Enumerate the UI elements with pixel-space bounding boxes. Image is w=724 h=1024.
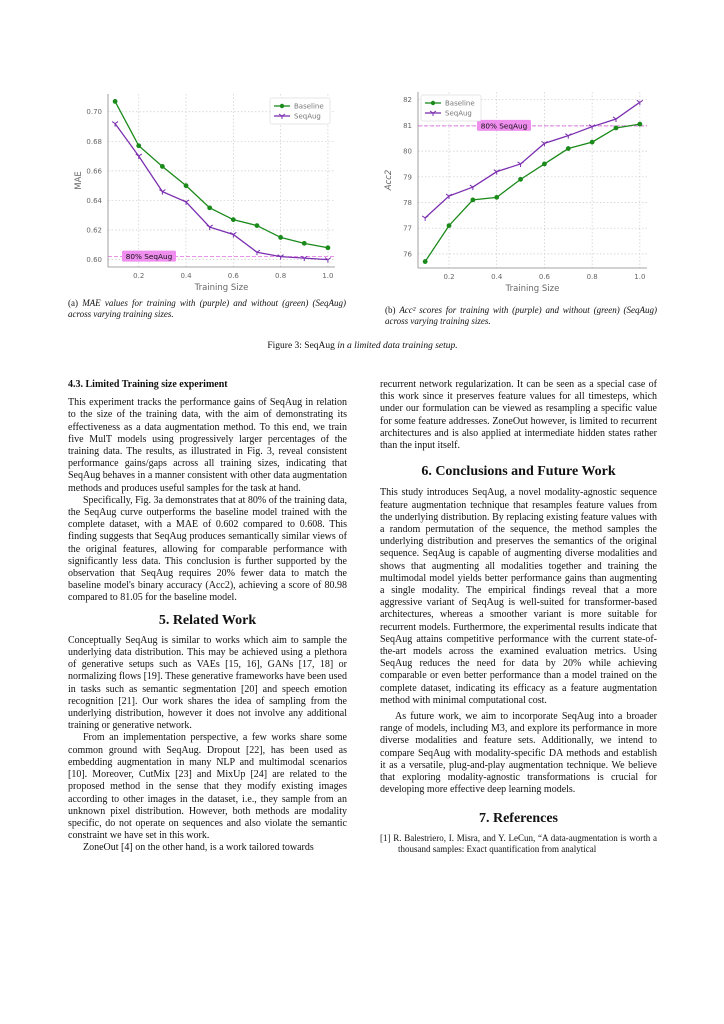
figure-caption: [68, 341, 657, 351]
x-tick-label: 1.0: [634, 273, 646, 281]
data-point: [136, 143, 141, 148]
data-point: [422, 216, 428, 221]
subcaption-b-label: (b): [385, 305, 396, 315]
subcaption-b: [385, 305, 657, 327]
right-column: [380, 379, 657, 855]
legend-label: Baseline: [294, 102, 324, 111]
y-tick-label: 77: [403, 224, 412, 233]
y-tick-label: 0.68: [86, 137, 102, 146]
data-point: [518, 177, 523, 182]
x-tick-label: 0.4: [180, 272, 192, 280]
subcaption-a-text: MAE values for training with (purple) and without (green) (SeqAug) across varying training sizes.: [68, 298, 346, 319]
paragraph: This study introduces SeqAug, a novel modality-agnostic sequence feature augmentation technique that resamples feature values from the underlying distribution. By replacing existing feature values with a random permutation of the sequence, the method samples the underlying distribution and preserves the semantics of the original sequence. SeqAug is capable of augmenting diverse modalities and shows that augmenting all modalities together and training the multimodal model yields better performance gains than augmenting a single modality. The empirical findings reveal that a more aggressive variant of SeqAug is well-suited for transformer-based architectures, whereas a smoother variant is more suitable for recurrent models. Furthermore, the experimental results indicate that SeqAug attains competitive performance with the current state-of-the-art models across the examined evaluation metrics. Using SeqAug reduces the need for data by 20% while achieving comparable or even better performance than a model trained on the complete dataset, indicating its efficacy as a feature augmentation method with minimal computational cost.: [380, 487, 657, 706]
data-point: [207, 205, 212, 210]
x-tick-label: 0.6: [538, 273, 550, 281]
reference-1: [1] R. Balestriero, I. Misra, and Y. LeCun, “A data-augmentation is worth a thousand samples: Exact quantification from analytical: [380, 832, 657, 854]
data-point: [470, 198, 475, 203]
mae-chart: [60, 88, 350, 293]
data-point: [614, 126, 619, 131]
data-point: [542, 162, 547, 167]
figure-caption-label: Figure 3: SeqAug: [267, 341, 335, 351]
x-tick-label: 0.2: [443, 273, 455, 281]
reference-label: 80% SeqAug: [480, 121, 528, 131]
data-point: [184, 183, 189, 188]
legend-marker: [280, 104, 284, 108]
data-point: [278, 235, 283, 240]
data-point: [447, 223, 452, 228]
subcaption-a: [68, 298, 346, 320]
data-point: [590, 140, 595, 145]
paragraph: ZoneOut [4] on the other hand, is a work tailored towards: [83, 842, 314, 854]
y-tick-label: 76: [403, 250, 412, 259]
x-tick-label: 0.4: [491, 273, 503, 281]
left-column: [68, 379, 347, 855]
x-tick-label: 0.8: [275, 272, 287, 280]
section-5-heading: 5. Related Work: [158, 612, 257, 628]
data-point: [637, 122, 642, 127]
y-tick-label: 80: [403, 147, 412, 156]
data-point: [113, 99, 118, 104]
data-point: [326, 245, 331, 250]
legend-label: SeqAug: [445, 109, 472, 118]
paragraph: Specifically, Fig. 3a demonstrates that at 80% of the training data, the SeqAug curve outperforms the baseline model trained with the complete dataset, with a MAE of 0.602 compared to 0.608. This finding suggests that SeqAug produces semantically similar views of the original features, allowing for comparable performance with significantly less data. This conclusion is further supported by the observation that SeqAug requires 20% fewer data to match the baseline model's binary accuracy (Acc2), achieving a score of 80.98 compared to 81.05 for the baseline model.: [68, 494, 347, 604]
paragraph: Conceptually SeqAug is similar to works which aim to sample the underlying data distribution. This may be achieved using a plethora of generative setups such as VAEs [15, 16], GANs [17, 18] or normalizing flows [19]. These generative frameworks have been used in tasks such as semantic segmentation [20] and speech emotion recognition [21]. Our work shares the idea of sampling from the underlying distribution, however it does not involve any additional training or generative network.: [68, 634, 347, 732]
subcaption-b-text: Acc² scores for training with (purple) and without (green) (SeqAug) across varying training sizes.: [385, 305, 658, 326]
data-point: [566, 146, 571, 151]
paragraph: This experiment tracks the performance gains of SeqAug in relation to the size of the training data, with the aim of demonstrating its effectiveness as a data augmentation method. To this end, we train five MulT models using progressively larger percentages of the training data. The results, as illustrated in Fig. 3, reveal consistent performance gains/gaps across all training sizes, indicating that SeqAug behaves in a manner consistent with other data augmentation methods and produces useful samples for the task at hand.: [68, 397, 347, 494]
y-tick-label: 79: [403, 173, 412, 182]
reference-label: 80% SeqAug: [125, 252, 173, 262]
paragraph: As future work, we aim to incorporate SeqAug into a broader range of models, including M3, and explore its performance in more diverse modalities and feature sets. Additionally, we intend to compare SeqAug with modality-specific DA methods and establish it as a versatile, plug-and-play augmentation technique. We believe that exploring modality-agnostic transformations is crucial for developing more effective deep learning models.: [380, 711, 657, 796]
y-tick-label: 0.62: [86, 226, 102, 235]
y-tick-label: 82: [403, 96, 412, 105]
section-6-heading: 6. Conclusions and Future Work: [421, 464, 616, 480]
figure-caption-text: in a limited data training setup.: [334, 341, 458, 351]
legend-label: SeqAug: [294, 112, 321, 121]
y-axis-label: MAE: [74, 171, 84, 190]
legend-marker: [431, 101, 435, 105]
section-7-heading: 7. References: [478, 810, 559, 826]
data-point: [231, 217, 236, 222]
x-tick-label: 0.2: [133, 272, 145, 280]
x-axis-label: Training Size: [505, 284, 560, 294]
x-tick-label: 0.8: [586, 273, 598, 281]
x-tick-label: 0.6: [227, 272, 239, 280]
y-tick-label: 0.64: [86, 196, 102, 205]
subcaption-a-label: (a): [68, 298, 78, 308]
x-axis-label: Training Size: [194, 283, 249, 293]
series-line-seqaug: [115, 124, 328, 260]
legend-label: Baseline: [445, 99, 475, 108]
data-point: [423, 259, 428, 264]
y-tick-label: 0.70: [86, 108, 102, 117]
y-axis-label: Acc2: [384, 169, 394, 191]
y-tick-label: 78: [403, 198, 412, 207]
y-tick-label: 81: [403, 121, 412, 130]
data-point: [494, 195, 499, 200]
x-tick-label: 1.0: [322, 272, 334, 280]
data-point: [255, 223, 260, 228]
data-point: [160, 164, 165, 169]
section-4-3-heading: 4.3. Limited Training size experiment: [68, 379, 228, 390]
paragraph: From an implementation perspective, a few works share some common ground with SeqAug. Dropout [22], has been used as embedding augmentation in many NLP and multimodal scenarios [10]. Moreover, CutMix [23] and MixUp [24] are related to the proposed method in the sense that they modify existing images according to other images in the dataset, i.e., they sample from an unknown pixel distribution. However, both methods are modality specific, do not operate on sequences and also violate the semantic constraint we have set in this work.: [68, 732, 347, 842]
data-point: [302, 241, 307, 246]
y-tick-label: 0.66: [86, 167, 102, 176]
acc2-chart: [365, 88, 665, 298]
paragraph: recurrent network regularization. It can be seen as a special case of this work since it preserves feature values for all timesteps, which under our formulation can be viewed as resampling a specific value for some feature addresses. ZoneOut however, is limited to recurrent architectures and is also applied at intermediate hidden states rather than the input itself.: [380, 379, 657, 452]
y-tick-label: 0.60: [86, 256, 102, 265]
